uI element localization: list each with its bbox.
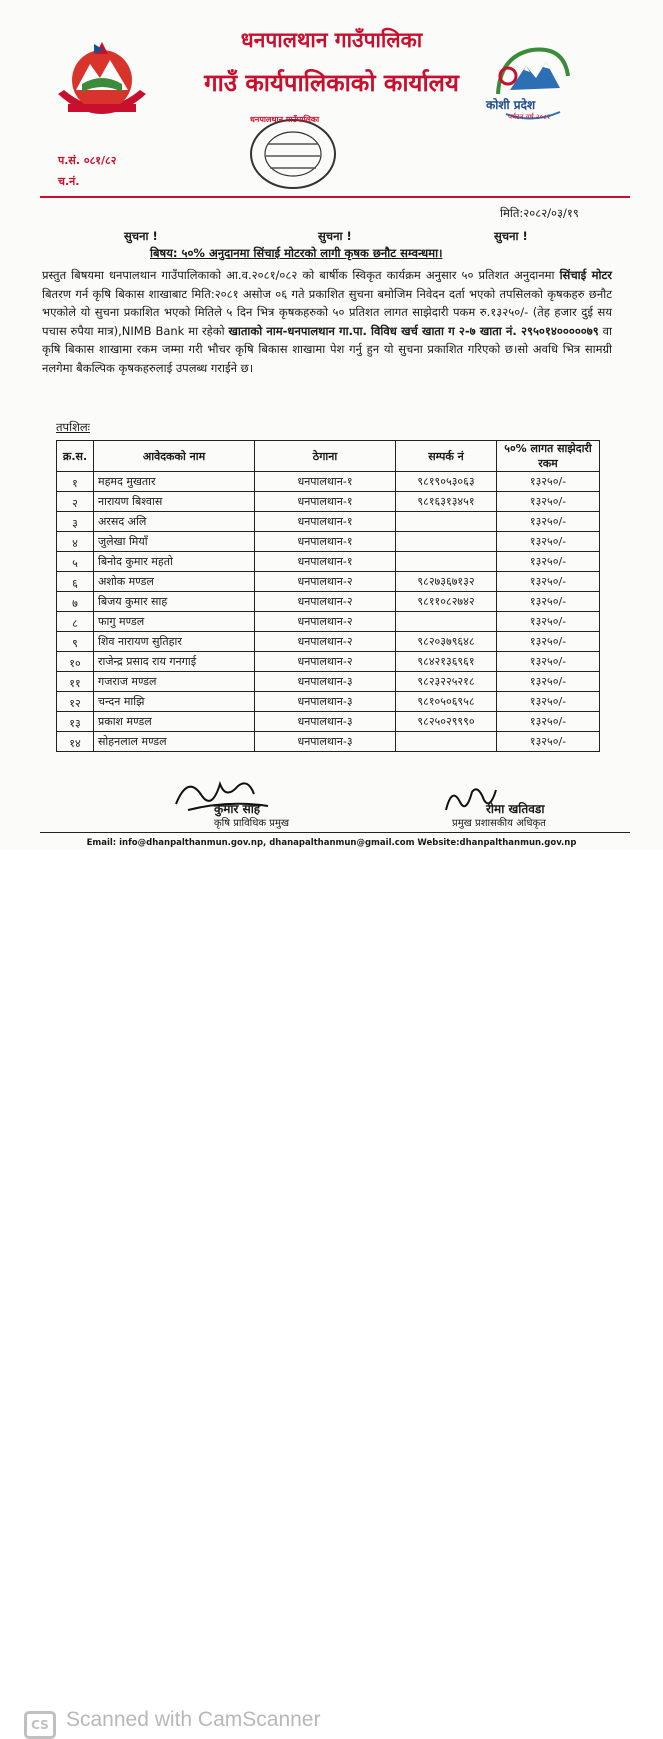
notice-word-3: सुचना ! xyxy=(494,229,528,243)
header-divider xyxy=(40,196,630,198)
cell-serial: ७ xyxy=(57,592,94,612)
cell-amount: १३२५०/- xyxy=(497,472,600,492)
cell-address: धनपालथान-२ xyxy=(255,612,396,632)
cell-serial: १३ xyxy=(57,712,94,732)
cell-address: धनपालथान-२ xyxy=(255,572,396,592)
cell-serial: १४ xyxy=(57,732,94,752)
cell-amount: १३२५०/- xyxy=(497,692,600,712)
cell-name: नारायण बिश्वास xyxy=(94,492,255,512)
table-row xyxy=(57,552,600,572)
cell-name: बिजय कुमार साह xyxy=(94,592,255,612)
body-bold-2: खाताको नाम-धनपालथान गा.पा. विविध खर्च खाता ग २-७ खाता नं. २९५०१४०००००७९ xyxy=(228,323,599,338)
office-stamp xyxy=(238,114,348,194)
table-row xyxy=(57,692,600,712)
header-name: आवेदकको नाम xyxy=(94,441,255,472)
cell-contact xyxy=(396,512,497,532)
table-row xyxy=(57,472,600,492)
header-address: ठेगाना xyxy=(255,441,396,472)
cell-contact xyxy=(396,612,497,632)
cell-address: धनपालथान-३ xyxy=(255,732,396,752)
cell-contact xyxy=(396,732,497,752)
cell-contact xyxy=(396,552,497,572)
cell-amount: १३२५०/- xyxy=(497,632,600,652)
cell-name: प्रकाश मण्डल xyxy=(94,712,255,732)
cell-name: सोहनलाल मण्डल xyxy=(94,732,255,752)
cell-amount: १३२५०/- xyxy=(497,532,600,552)
cell-amount: १३२५०/- xyxy=(497,672,600,692)
cell-serial: १२ xyxy=(57,692,94,712)
table-row xyxy=(57,532,600,552)
cell-name: जुलेखा मियाँ xyxy=(94,532,255,552)
cell-serial: ११ xyxy=(57,672,94,692)
cell-name: बिनोद कुमार महतो xyxy=(94,552,255,572)
letter-page xyxy=(0,0,663,850)
cell-name: फागु मण्डल xyxy=(94,612,255,632)
camscanner-text: Scanned with CamScanner xyxy=(66,1708,321,1731)
notice-body xyxy=(42,266,612,378)
details-label: तपशिलः xyxy=(56,420,91,434)
cell-address: धनपालथान-१ xyxy=(255,552,396,572)
farmer-table xyxy=(56,440,600,752)
camscanner-logo-icon: CS xyxy=(24,1711,56,1739)
province-logo-label: कोशी प्रदेश xyxy=(486,98,536,112)
cell-serial: ४ xyxy=(57,532,94,552)
left-signatory-name: कुमार साह xyxy=(214,802,261,816)
cell-contact: ९८११०८२७४२ xyxy=(396,592,497,612)
notice-subject: बिषय: ५०% अनुदानमा सिंचाई मोटरको लागी कृषक छनौट सम्वन्धमा। xyxy=(150,246,443,260)
cell-contact: ९८२७३६७१३२ xyxy=(396,572,497,592)
table-header-row xyxy=(57,441,600,472)
cell-serial: २ xyxy=(57,492,94,512)
cell-amount: १३२५०/- xyxy=(497,592,600,612)
cell-address: धनपालथान-२ xyxy=(255,652,396,672)
cell-name: राजेन्द्र प्रसाद राय गनगाई xyxy=(94,652,255,672)
table-row xyxy=(57,712,600,732)
cell-contact xyxy=(396,532,497,552)
table-row xyxy=(57,492,600,512)
table-row xyxy=(57,672,600,692)
table-row xyxy=(57,632,600,652)
cell-contact: ९८२०३७९६४८ xyxy=(396,632,497,652)
cell-name: चन्दन माझि xyxy=(94,692,255,712)
cell-contact: ९८१९०५३०६३ xyxy=(396,472,497,492)
cell-contact: ९८४२१३६९६१ xyxy=(396,652,497,672)
cell-serial: ६ xyxy=(57,572,94,592)
header-serial: क्र.स. xyxy=(57,441,94,472)
table-row xyxy=(57,652,600,672)
stamp-text: धनपालथान गाउँपालिका xyxy=(250,115,320,124)
notice-date: मिति:२०८२/०३/१९ xyxy=(500,206,579,220)
cell-contact: ९८२५०२९९९० xyxy=(396,712,497,732)
body-bold-1: सिंचाई मोटर xyxy=(559,268,612,282)
cell-address: धनपालथान-१ xyxy=(255,532,396,552)
province-logo-sub: पर्यटन वर्ष २०८२ xyxy=(508,113,551,121)
left-signatory-title: कृषि प्राविधिक प्रमुख xyxy=(214,818,290,829)
body-part-2: बितरण गर्न कृषि बिकास शाखाबाट मिति:२०८१ असोज ०६ गते प्रकाशित सुचना बमोजिम निवेदन दर्ता भएको तपसिलको कृषकहरु छनौट भएकोले यो सुचना प्रकाशित भएको मितिले ५ दिन भित्र कृषकहरुको ५० प्रतिशत लागत साझेदारी पकम रु.१३२५०/- (तेह हजार दुई सय पचास रुपैया मात्र),NIMB Bank मा रहेको xyxy=(42,286,612,338)
right-signatory-name: रीमा खतिवडा xyxy=(486,802,545,816)
cell-address: धनपालथान-३ xyxy=(255,692,396,712)
header-contact: सम्पर्क नं xyxy=(396,441,497,472)
cell-contact: ९८१६३१३४५१ xyxy=(396,492,497,512)
scanner-watermark-bar xyxy=(0,850,663,1732)
notice-word-1: सुचना ! xyxy=(124,229,158,243)
footer-contact: Email: info@dhanpalthanmun.gov.np, dhanapalthanmun@gmail.com Website:dhanpalthanmun.gov.np xyxy=(86,838,577,848)
cell-contact: ९८१०५०६९५८ xyxy=(396,692,497,712)
cell-address: धनपालथान-१ xyxy=(255,472,396,492)
table-row xyxy=(57,572,600,592)
dispatch-number: च.नं. xyxy=(58,175,80,188)
footer-divider xyxy=(40,832,630,833)
cell-amount: १३२५०/- xyxy=(497,512,600,532)
table-row xyxy=(57,512,600,532)
cell-serial: १ xyxy=(57,472,94,492)
cell-name: महमद मुखतार xyxy=(94,472,255,492)
cell-amount: १३२५०/- xyxy=(497,712,600,732)
table-row xyxy=(57,612,600,632)
cell-amount: १३२५०/- xyxy=(497,552,600,572)
body-part-1: प्रस्तुत बिषयमा धनपालथान गाउँपालिकाको आ.व.२०८१/०८२ को बार्षीक स्विकृत कार्यक्रम अनुसार ५० प्रतिशत अनुदानमा xyxy=(42,268,560,282)
cell-serial: ९ xyxy=(57,632,94,652)
table-row xyxy=(57,732,600,752)
cell-address: धनपालथान-२ xyxy=(255,592,396,612)
cell-address: धनपालथान-३ xyxy=(255,672,396,692)
notice-word-2: सुचना ! xyxy=(318,229,352,243)
body-part-3: वा कृषि बिकास शाखामा रकम जम्मा गरी भौचर कृषि बिकास शाखामा पेश गर्नु हुन यो सुचना प्रकाशित गरिएको छ।सो अवधि भित्र सामग्री नलगेमा बैकल्पिक कृषकहरुलाई उपलब्ध गराईने छ। xyxy=(42,323,612,375)
reference-number: प.सं. ०८१/८२ xyxy=(58,154,117,167)
cell-address: धनपालथान-२ xyxy=(255,632,396,652)
cell-serial: ५ xyxy=(57,552,94,572)
cell-contact: ९८२३२२५२१८ xyxy=(396,672,497,692)
cell-serial: ३ xyxy=(57,512,94,532)
cell-amount: १३२५०/- xyxy=(497,492,600,512)
header-amount: ५०% लागत साझेदारी रकम xyxy=(497,441,600,472)
right-signatory-title: प्रमुख प्रशासकीय अधिकृत xyxy=(452,818,546,829)
cell-name: अशोक मण्डल xyxy=(94,572,255,592)
office-name: गाउँ कार्यपालिकाको कार्यालय xyxy=(204,69,459,97)
cell-amount: १३२५०/- xyxy=(497,652,600,672)
cell-amount: १३२५०/- xyxy=(497,612,600,632)
cell-amount: १३२५०/- xyxy=(497,732,600,752)
municipality-name: धनपालथान गाउँपालिका xyxy=(240,28,423,52)
table-row xyxy=(57,592,600,612)
cell-serial: ८ xyxy=(57,612,94,632)
cell-name: गजराज मण्डल xyxy=(94,672,255,692)
cell-address: धनपालथान-१ xyxy=(255,492,396,512)
cell-address: धनपालथान-३ xyxy=(255,712,396,732)
cell-address: धनपालथान-१ xyxy=(255,512,396,532)
cell-amount: १३२५०/- xyxy=(497,572,600,592)
cell-name: अरसद अलि xyxy=(94,512,255,532)
cell-name: शिव नारायण सुतिहार xyxy=(94,632,255,652)
cell-serial: १० xyxy=(57,652,94,672)
